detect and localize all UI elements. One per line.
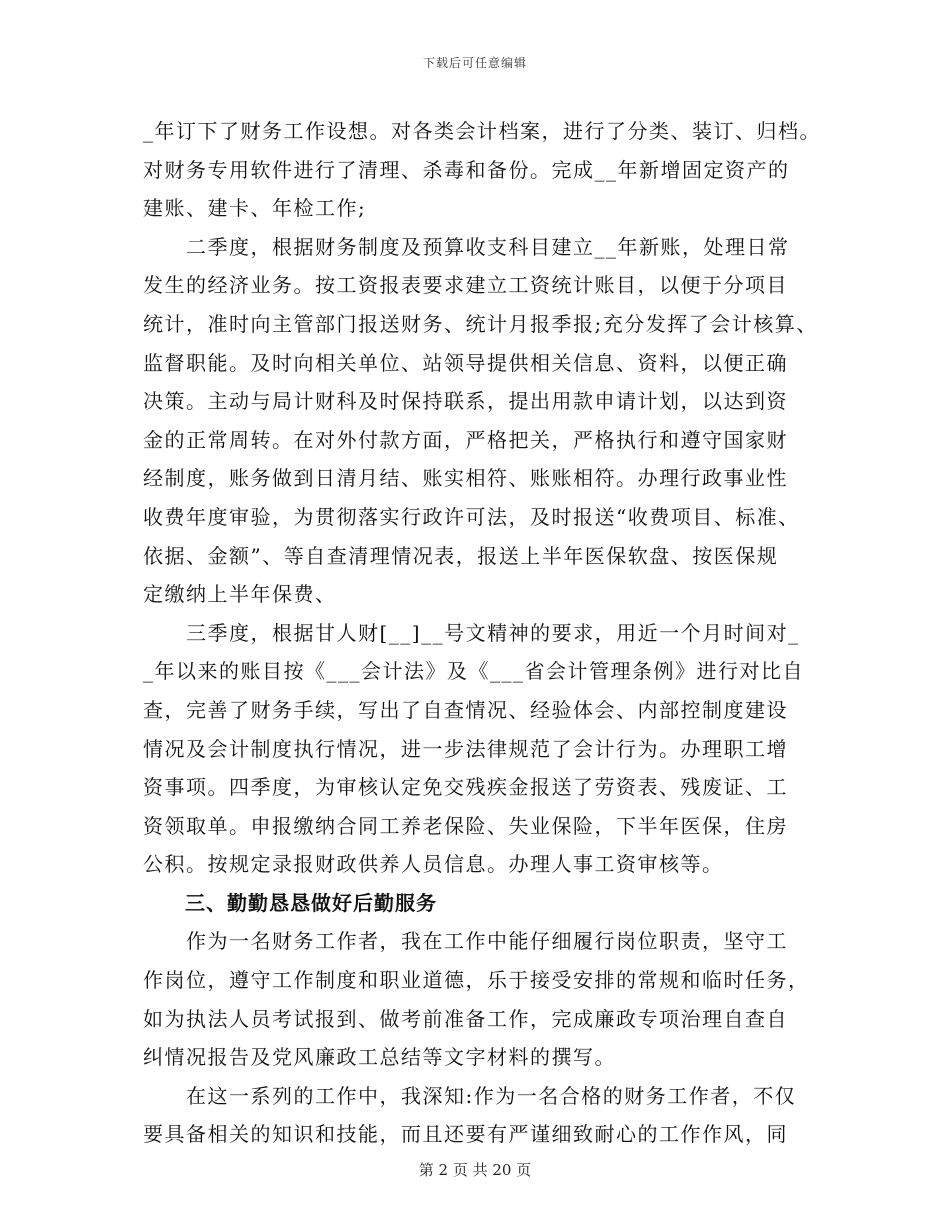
section-heading: 三、勤勤恳恳做好后勤服务 — [143, 890, 437, 915]
paragraph-line: 统计，准时向主管部门报送财务、统计月报季报;充分发挥了会计核算、 — [143, 311, 818, 336]
paragraph-line: 要具备相关的知识和技能，而且还要有严谨细致耐心的工作作风，同 — [143, 1122, 788, 1147]
paragraph-line: 查，完善了财务手续，写出了自查情况、经验体会、内部控制度建设 — [143, 697, 788, 722]
paragraph-line: 资事项。四季度，为审核认定免交残疾金报送了劳资表、残废证、工 — [143, 775, 788, 800]
page-number: 第 2 页 共 20 页 — [418, 1161, 532, 1179]
paragraph-line: 公积。按规定录报财政供养人员信息。办理人事工资审核等。 — [143, 852, 724, 877]
paragraph-line: 收费年度审验，为贯彻落实行政许可法，及时报送“收费项目、标准、 — [143, 504, 800, 529]
paragraph-line: 如为执法人员考试报到、做考前准备工作，完成廉政专项治理自查自 — [143, 1006, 788, 1031]
paragraph-line: 建账、建卡、年检工作; — [143, 196, 367, 221]
paragraph-line: _年订下了财务工作设想。对各类会计档案，进行了分类、装订、归档。 — [143, 119, 821, 143]
paragraph-line: 决策。主动与局计财科及时保持联系，提出用款申请计划，以达到资 — [143, 389, 788, 414]
paragraph-line: 发生的经济业务。按工资报表要求建立工资统计账目，以便于分项目 — [143, 273, 788, 298]
paragraph-line: 依据、金额”、等自查清理情况表，报送上半年医保软盘、按医保规 — [143, 543, 779, 568]
paragraph-line: 资领取单。申报缴纳合同工养老保险、失业保险，下半年医保，住房 — [143, 813, 788, 838]
paragraph-line: 纠情况报告及党风廉政工总结等文字材料的撰写。 — [143, 1045, 616, 1070]
document-body — [143, 112, 823, 1154]
paragraph-line: 经制度，账务做到日清月结、账实相符、账账相符。办理行政事业性 — [143, 466, 788, 491]
paragraph-line: 对财务专用软件进行了清理、杀毒和备份。完成__年新增固定资产的 — [143, 157, 790, 182]
paragraph-line: _年以来的账目按《___会计法》及《___省会计管理条例》进行对比自 — [143, 659, 804, 684]
paragraph-line: 情况及会计制度执行情况，进一步法律规范了会计行为。办理职工增 — [143, 736, 788, 761]
paragraph-line: 二季度，根据财务制度及预算收支科目建立__年新账，处理日常 — [143, 234, 790, 259]
paragraph-line: 定缴纳上半年保费、 — [143, 582, 337, 607]
paragraph-line: 在这一系列的工作中，我深知:作为一名合格的财务工作者，不仅 — [143, 1083, 797, 1108]
paragraph-line: 监督职能。及时向相关单位、站领导提供相关信息、资料，以便正确 — [143, 350, 788, 375]
paragraph-line: 作为一名财务工作者，我在工作中能仔细履行岗位职责，坚守工 — [143, 929, 788, 954]
paragraph-line: 金的正常周转。在对外付款方面，严格把关，严格执行和遵守国家财 — [143, 427, 788, 452]
paragraph-line: 作岗位，遵守工作制度和职业道德，乐于接受安排的常规和临时任务， — [143, 968, 810, 993]
paragraph-line: 三季度，根据甘人财[__]__号文精神的要求，用近一个月时间对_ — [143, 620, 800, 645]
page-header: 下载后可任意编辑 — [422, 56, 527, 70]
